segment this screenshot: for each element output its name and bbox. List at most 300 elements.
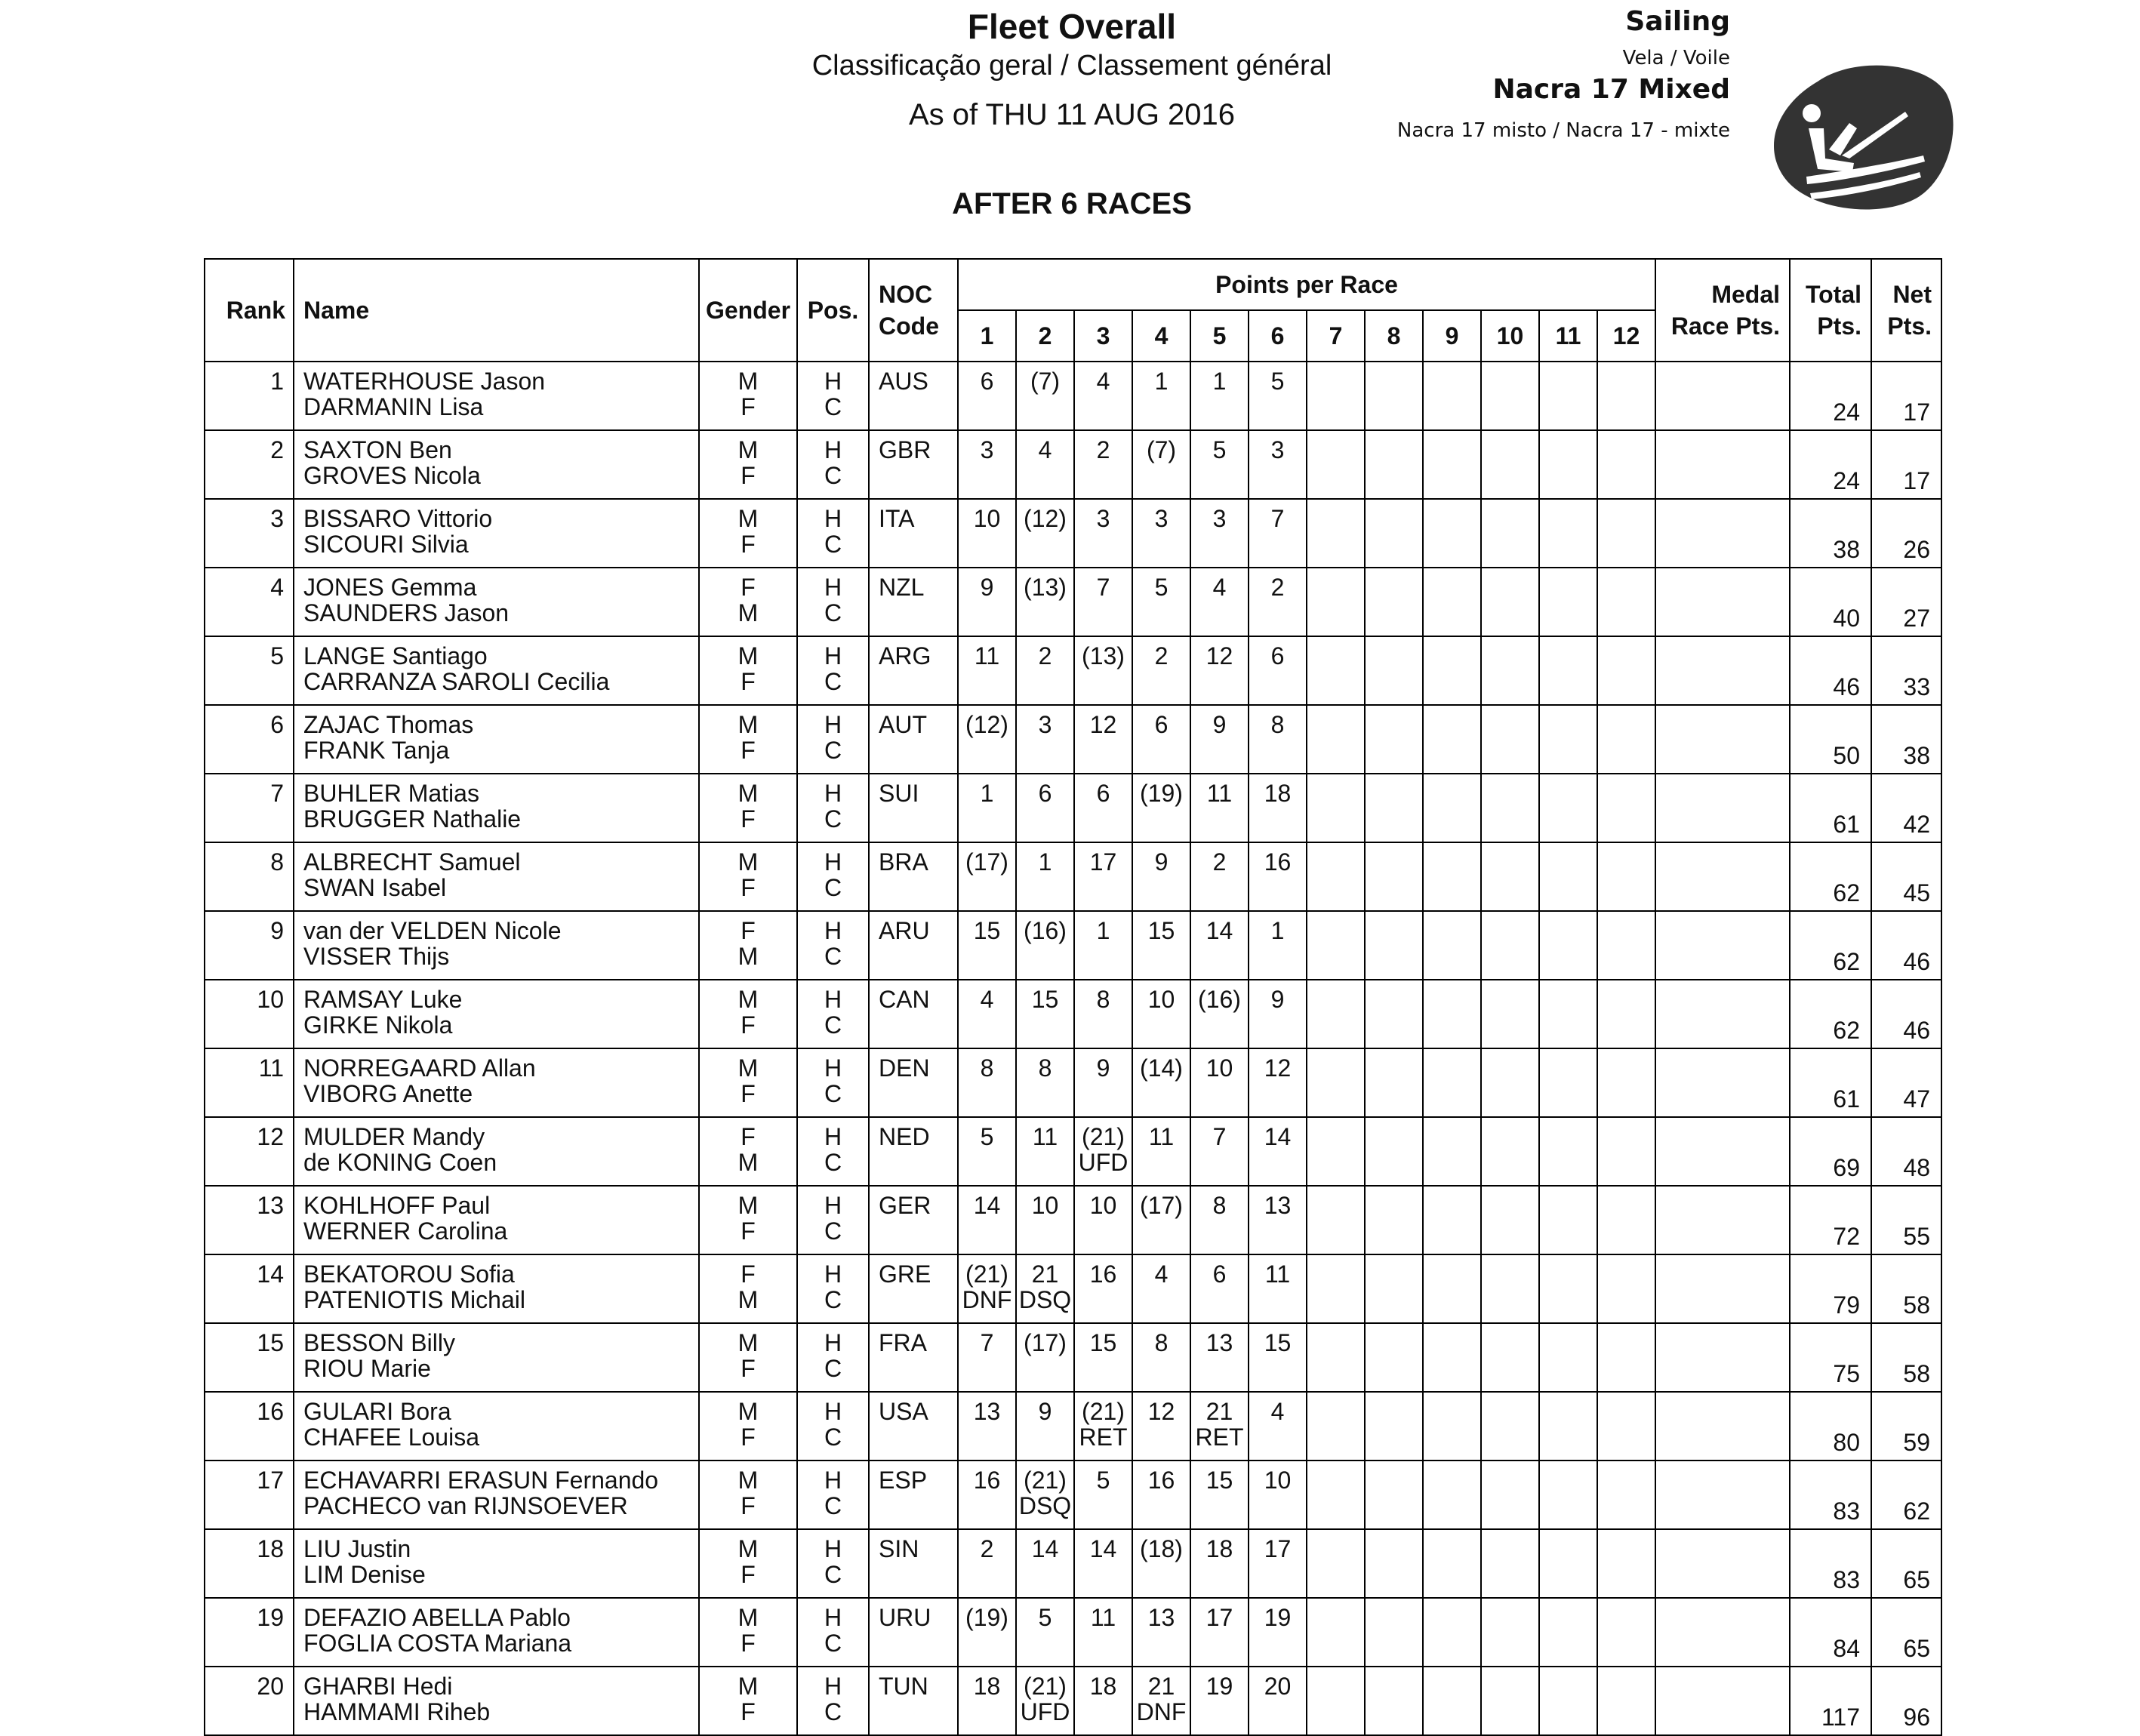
total-points-cell: 38 (1790, 499, 1871, 568)
race-points-cell (1597, 1529, 1655, 1598)
race-points-1: 11 (1032, 1123, 1058, 1150)
header-total (1790, 259, 1871, 362)
noc-cell: ESP (869, 1461, 958, 1529)
gender-1: M (737, 1673, 759, 1700)
race-points-cell (958, 430, 1016, 499)
race-points-cell (1249, 362, 1307, 430)
race-points-cell (1597, 705, 1655, 774)
sailing-pictogram-icon (1765, 59, 1954, 210)
gender-1: M (737, 780, 759, 807)
race-points-1: 14 (973, 1192, 1001, 1219)
race-points-2: UFD (1078, 1149, 1129, 1176)
race-points-cell (1249, 636, 1307, 705)
race-points-cell (1132, 705, 1190, 774)
athlete-name-1: BESSON Billy (303, 1329, 455, 1356)
race-points-cell (1423, 636, 1481, 705)
race-points-cell (1307, 1598, 1365, 1667)
race-points-1: 5 (1038, 1604, 1052, 1631)
medal-points-cell (1655, 911, 1790, 980)
race-points-cell (1307, 362, 1365, 430)
sport-translations: Vela / Voile (1622, 47, 1730, 69)
position-1: H (824, 986, 842, 1013)
race-points-1: 4 (980, 986, 994, 1013)
name-cell (294, 1667, 699, 1735)
gender-2: M (737, 943, 759, 970)
gender-cell (699, 1186, 797, 1254)
noc-cell: TUN (869, 1667, 958, 1735)
position-2: C (824, 1011, 842, 1039)
race-points-cell (1249, 1667, 1307, 1735)
race-points-cell (1481, 430, 1539, 499)
race-points-cell (1365, 705, 1423, 774)
position-1: H (824, 1260, 842, 1288)
race-points-cell (1597, 1598, 1655, 1667)
race-points-cell (1132, 430, 1190, 499)
noc-cell: GBR (869, 430, 958, 499)
net-points-cell: 96 (1871, 1667, 1941, 1735)
race-points-1: 11 (1090, 1604, 1116, 1631)
race-points-1: 8 (980, 1054, 994, 1082)
gender-cell (699, 568, 797, 636)
pos-cell (797, 1392, 869, 1461)
race-points-1: 10 (973, 505, 1001, 532)
header-race-11: 11 (1539, 310, 1597, 362)
name-cell (294, 499, 699, 568)
race-points-cell (1365, 568, 1423, 636)
athlete-name-1: LIU Justin (303, 1535, 411, 1562)
race-points-cell (1539, 430, 1597, 499)
rank-cell: 18 (205, 1529, 294, 1598)
position-2: C (824, 462, 842, 489)
race-points-1: (21) (1082, 1398, 1125, 1425)
rank-cell: 20 (205, 1667, 294, 1735)
rank-cell: 6 (205, 705, 294, 774)
net-points-cell: 58 (1871, 1323, 1941, 1392)
race-points-cell (1423, 1117, 1481, 1186)
net-points-cell: 48 (1871, 1117, 1941, 1186)
race-points-1: 10 (1205, 1054, 1233, 1082)
gender-cell (699, 705, 797, 774)
race-points-1: 9 (1154, 848, 1169, 876)
race-points-1: (13) (1082, 642, 1125, 669)
name-cell (294, 774, 699, 842)
gender-2: F (741, 874, 756, 901)
pos-cell (797, 1117, 869, 1186)
medal-points-cell (1655, 568, 1790, 636)
position-1: H (824, 1054, 842, 1082)
pos-cell (797, 1323, 869, 1392)
race-points-1: (19) (1140, 780, 1183, 807)
noc-cell: BRA (869, 842, 958, 911)
race-points-cell (1539, 1186, 1597, 1254)
total-points-cell: 62 (1790, 980, 1871, 1048)
race-points-1: 16 (1089, 1260, 1117, 1288)
race-points-cell (1132, 1254, 1190, 1323)
race-points-cell (1539, 1254, 1597, 1323)
position-2: C (824, 1630, 842, 1657)
race-points-1: 6 (1038, 780, 1052, 807)
race-points-cell (1190, 362, 1249, 430)
race-points-cell (1597, 774, 1655, 842)
medal-points-cell (1655, 430, 1790, 499)
header-race-8: 8 (1365, 310, 1423, 362)
total-points-cell: 61 (1790, 1048, 1871, 1117)
athlete-name-1: RAMSAY Luke (303, 986, 463, 1013)
name-cell (294, 842, 699, 911)
gender-2: F (741, 1698, 756, 1725)
race-points-cell (958, 1186, 1016, 1254)
race-points-cell (1132, 362, 1190, 430)
race-points-cell (1132, 636, 1190, 705)
race-points-cell (1249, 1392, 1307, 1461)
net-points-cell: 46 (1871, 911, 1941, 980)
gender-cell (699, 774, 797, 842)
table-row (205, 1461, 1941, 1529)
race-points-cell (1481, 1254, 1539, 1323)
position-1: H (824, 780, 842, 807)
net-points-cell: 62 (1871, 1461, 1941, 1529)
race-points-1: (21) (1024, 1467, 1067, 1494)
race-points-1: (17) (965, 848, 1008, 876)
table-row (205, 1048, 1941, 1117)
rank-cell: 3 (205, 499, 294, 568)
race-points-cell (1423, 1323, 1481, 1392)
race-points-1: 6 (1270, 642, 1285, 669)
total-points-cell: 61 (1790, 774, 1871, 842)
race-points-cell (1597, 568, 1655, 636)
total-points-cell: 62 (1790, 842, 1871, 911)
race-points-1: 7 (980, 1329, 994, 1356)
medal-points-cell (1655, 705, 1790, 774)
race-points-2: UFD (1020, 1698, 1070, 1725)
race-points-cell (1365, 1048, 1423, 1117)
race-points-cell (1074, 1529, 1132, 1598)
race-points-cell (1074, 1598, 1132, 1667)
athlete-name-2: de KONING Coen (303, 1149, 497, 1176)
table-row (205, 1529, 1941, 1598)
total-points-cell: 83 (1790, 1529, 1871, 1598)
race-points-1: 10 (1147, 986, 1175, 1013)
gender-1: M (737, 436, 759, 463)
pos-cell (797, 705, 869, 774)
race-points-cell (1074, 911, 1132, 980)
position-1: H (824, 574, 842, 601)
race-points-cell (1249, 1529, 1307, 1598)
race-points-cell (958, 1598, 1016, 1667)
athlete-name-2: SWAN Isabel (303, 874, 447, 901)
race-points-cell (1481, 1598, 1539, 1667)
medal-points-cell (1655, 1529, 1790, 1598)
medal-points-cell (1655, 774, 1790, 842)
race-points-cell (1365, 499, 1423, 568)
athlete-name-2: DARMANIN Lisa (303, 393, 484, 420)
race-points-cell (1190, 1598, 1249, 1667)
race-points-1: 11 (1264, 1260, 1291, 1288)
race-points-1: 4 (1096, 368, 1110, 395)
gender-2: F (741, 1355, 756, 1382)
race-points-cell (1481, 842, 1539, 911)
rank-cell: 14 (205, 1254, 294, 1323)
rank-cell: 12 (205, 1117, 294, 1186)
gender-2: F (741, 393, 756, 420)
noc-cell: NED (869, 1117, 958, 1186)
net-points-cell: 46 (1871, 980, 1941, 1048)
race-points-1: 17 (1264, 1535, 1292, 1562)
athlete-name-1: van der VELDEN Nicole (303, 917, 562, 944)
noc-cell: AUS (869, 362, 958, 430)
race-points-cell (1365, 636, 1423, 705)
race-points-2: RET (1079, 1424, 1128, 1451)
pos-cell (797, 362, 869, 430)
race-points-cell (1074, 1667, 1132, 1735)
pos-cell (797, 636, 869, 705)
race-points-cell (1016, 636, 1074, 705)
race-points-cell (1539, 1392, 1597, 1461)
gender-1: M (737, 1054, 759, 1082)
gender-cell (699, 1392, 797, 1461)
race-points-cell (958, 499, 1016, 568)
athlete-name-2: RIOU Marie (303, 1355, 431, 1382)
noc-cell: ITA (869, 499, 958, 568)
race-points-cell (1481, 980, 1539, 1048)
athlete-name-1: WATERHOUSE Jason (303, 368, 546, 395)
race-points-cell (1423, 1186, 1481, 1254)
race-points-cell (1307, 1667, 1365, 1735)
race-points-cell (1597, 499, 1655, 568)
rank-cell: 17 (205, 1461, 294, 1529)
table-row (205, 1667, 1941, 1735)
race-points-cell (958, 362, 1016, 430)
sport-name: Sailing (1625, 6, 1730, 37)
rank-cell: 4 (205, 568, 294, 636)
race-points-cell (1597, 911, 1655, 980)
race-points-cell (1365, 1323, 1423, 1392)
race-points-1: 16 (973, 1467, 1001, 1494)
race-points-cell (1597, 1186, 1655, 1254)
race-points-cell (1307, 842, 1365, 911)
race-points-1: 3 (980, 436, 994, 463)
race-points-1: 3 (1154, 505, 1169, 532)
race-points-1: 1 (1212, 368, 1227, 395)
race-points-cell (1597, 636, 1655, 705)
noc-cell: URU (869, 1598, 958, 1667)
race-points-cell (1190, 1392, 1249, 1461)
race-points-1: 2 (1038, 642, 1052, 669)
gender-cell (699, 980, 797, 1048)
total-points-cell: 24 (1790, 362, 1871, 430)
race-points-2: DSQ (1018, 1492, 1072, 1519)
race-points-1: (21) (1024, 1673, 1067, 1700)
race-points-1: 4 (1270, 1398, 1285, 1425)
race-points-cell (1190, 842, 1249, 911)
results-table (204, 258, 1942, 1736)
total-points-cell: 69 (1790, 1117, 1871, 1186)
name-cell (294, 1529, 699, 1598)
net-points-cell: 65 (1871, 1529, 1941, 1598)
header-pos: Pos. (797, 259, 869, 362)
gender-2: F (741, 668, 756, 695)
total-points-cell: 50 (1790, 705, 1871, 774)
race-points-1: 19 (1205, 1673, 1233, 1700)
athlete-name-2: GIRKE Nikola (303, 1011, 453, 1039)
rank-cell: 11 (205, 1048, 294, 1117)
gender-2: F (741, 531, 756, 558)
race-points-1: 14 (1089, 1535, 1117, 1562)
net-points-cell: 45 (1871, 842, 1941, 911)
athlete-name-2: GROVES Nicola (303, 462, 481, 489)
race-points-1: 5 (1096, 1467, 1110, 1494)
race-points-1: 5 (980, 1123, 994, 1150)
table-row (205, 774, 1941, 842)
medal-points-cell (1655, 362, 1790, 430)
race-points-cell (1481, 1323, 1539, 1392)
race-points-cell (1365, 1667, 1423, 1735)
race-points-cell (958, 911, 1016, 980)
athlete-name-2: BRUGGER Nathalie (303, 805, 522, 833)
race-points-1: (16) (1024, 917, 1067, 944)
position-2: C (824, 737, 842, 764)
position-2: C (824, 531, 842, 558)
position-1: H (824, 1673, 842, 1700)
race-points-1: 3 (1038, 711, 1052, 738)
athlete-name-2: LIM Denise (303, 1561, 426, 1588)
race-points-cell (1016, 1117, 1074, 1186)
net-points-cell: 65 (1871, 1598, 1941, 1667)
race-points-cell (1365, 911, 1423, 980)
table-row (205, 636, 1941, 705)
race-points-cell (1307, 1254, 1365, 1323)
race-points-cell (1249, 1117, 1307, 1186)
medal-points-cell (1655, 1048, 1790, 1117)
race-points-1: (12) (1024, 505, 1067, 532)
position-1: H (824, 711, 842, 738)
race-points-1: 4 (1038, 436, 1052, 463)
race-points-cell (1307, 1461, 1365, 1529)
race-points-cell (1539, 1598, 1597, 1667)
race-points-1: 11 (974, 642, 1000, 669)
race-points-cell (1597, 1667, 1655, 1735)
race-points-cell (1132, 1598, 1190, 1667)
position-1: H (824, 1535, 842, 1562)
noc-cell: ARU (869, 911, 958, 980)
race-points-cell (1481, 1392, 1539, 1461)
gender-1: F (741, 917, 756, 944)
race-points-1: 18 (1264, 780, 1292, 807)
race-points-cell (1365, 1254, 1423, 1323)
race-points-cell (1539, 1323, 1597, 1392)
header-race-10: 10 (1481, 310, 1539, 362)
race-points-1: 14 (1205, 917, 1233, 944)
pos-cell (797, 1461, 869, 1529)
race-points-cell (1132, 1461, 1190, 1529)
race-points-2: RET (1195, 1424, 1244, 1451)
race-points-cell (958, 705, 1016, 774)
race-points-cell (1132, 911, 1190, 980)
gender-1: M (737, 711, 759, 738)
race-points-cell (1132, 568, 1190, 636)
race-points-1: (18) (1140, 1535, 1183, 1562)
race-points-1: 4 (1154, 1260, 1169, 1288)
athlete-name-1: BEKATOROU Sofia (303, 1260, 515, 1288)
race-points-1: 12 (1205, 642, 1233, 669)
race-points-cell (1074, 980, 1132, 1048)
race-points-cell (1074, 362, 1132, 430)
race-points-cell (1423, 1461, 1481, 1529)
athlete-name-2: SAUNDERS Jason (303, 599, 510, 626)
race-points-cell (1016, 980, 1074, 1048)
table-row (205, 1254, 1941, 1323)
race-points-1: 5 (1154, 574, 1169, 601)
gender-1: M (737, 1604, 759, 1631)
race-points-1: 3 (1096, 505, 1110, 532)
athlete-name-1: DEFAZIO ABELLA Pablo (303, 1604, 571, 1631)
race-points-1: 13 (1147, 1604, 1175, 1631)
race-points-cell (1132, 980, 1190, 1048)
gender-cell (699, 1667, 797, 1735)
race-points-2: DSQ (1018, 1286, 1072, 1313)
race-points-cell (1307, 911, 1365, 980)
event-translations: Nacra 17 misto / Nacra 17 - mixte (1396, 119, 1730, 142)
gender-2: F (741, 1561, 756, 1588)
noc-cell: CAN (869, 980, 958, 1048)
race-points-cell (1539, 1048, 1597, 1117)
race-points-1: 18 (1089, 1673, 1117, 1700)
athlete-name-1: MULDER Mandy (303, 1123, 485, 1150)
position-2: C (824, 1355, 842, 1382)
net-points-cell: 55 (1871, 1186, 1941, 1254)
race-points-1: 11 (1206, 780, 1233, 807)
race-points-cell (1423, 842, 1481, 911)
header-race-5: 5 (1190, 310, 1249, 362)
race-points-cell (1016, 705, 1074, 774)
race-points-1: 19 (1264, 1604, 1292, 1631)
medal-points-cell (1655, 499, 1790, 568)
race-points-cell (1423, 774, 1481, 842)
athlete-name-2: HAMMAMI Riheb (303, 1698, 491, 1725)
race-points-cell (1481, 1048, 1539, 1117)
race-points-1: 12 (1147, 1398, 1175, 1425)
net-points-cell: 58 (1871, 1254, 1941, 1323)
race-points-cell (958, 1667, 1016, 1735)
noc-cell: GRE (869, 1254, 958, 1323)
pos-cell (797, 842, 869, 911)
race-points-cell (1539, 568, 1597, 636)
net-points-cell: 17 (1871, 430, 1941, 499)
name-cell (294, 568, 699, 636)
position-2: C (824, 668, 842, 695)
race-points-1: 15 (1031, 986, 1059, 1013)
race-points-cell (1539, 842, 1597, 911)
race-points-cell (1249, 911, 1307, 980)
race-points-cell (1016, 568, 1074, 636)
gender-1: M (737, 1535, 759, 1562)
position-1: H (824, 368, 842, 395)
race-points-1: 15 (1089, 1329, 1117, 1356)
position-2: C (824, 1217, 842, 1245)
race-points-cell (1074, 705, 1132, 774)
noc-cell: GER (869, 1186, 958, 1254)
race-points-1: 7 (1096, 574, 1110, 601)
name-cell (294, 1598, 699, 1667)
race-points-cell (958, 980, 1016, 1048)
race-points-cell (1365, 362, 1423, 430)
pos-cell (797, 911, 869, 980)
race-points-cell (1190, 1461, 1249, 1529)
noc-cell: ARG (869, 636, 958, 705)
header-rank: Rank (205, 259, 294, 362)
race-points-cell (1074, 568, 1132, 636)
athlete-name-1: BISSARO Vittorio (303, 505, 493, 532)
